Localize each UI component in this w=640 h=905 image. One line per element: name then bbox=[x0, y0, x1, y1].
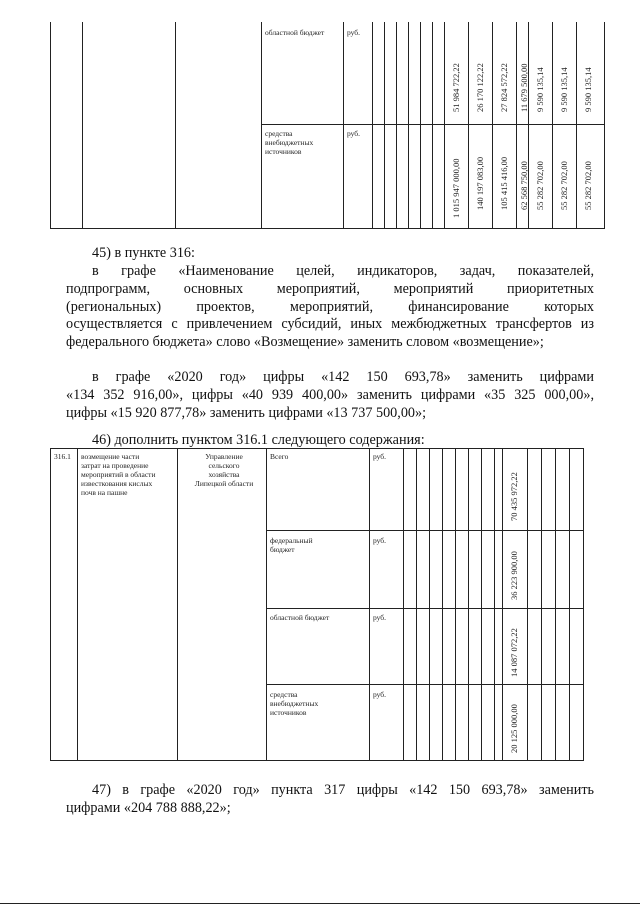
table-1-unit-cell: руб. bbox=[347, 28, 360, 37]
table-1-value: 11 679 500,00 bbox=[519, 63, 529, 112]
table-1-divider bbox=[396, 22, 397, 229]
table-1-value: 9 590 135,14 bbox=[535, 67, 545, 112]
table-2-source-cell: средства внебюджетных источников bbox=[270, 690, 319, 717]
table-2-row-separator bbox=[266, 684, 584, 685]
table-2-divider bbox=[369, 448, 370, 761]
table-2-item-number: 316.1 bbox=[54, 452, 71, 461]
table-2-divider bbox=[569, 448, 570, 761]
table-2-divider bbox=[541, 448, 542, 761]
table-2-value: 14 087 072,22 bbox=[509, 628, 519, 677]
table-1-divider bbox=[384, 22, 385, 229]
amendment-45-line: в графе «Наименование целей, индикаторов, задач, показателей, bbox=[92, 263, 594, 279]
table-2-bottom-border bbox=[50, 760, 584, 761]
table-2-item-name: возмещение части затрат на проведение мероприятий в области известкования кислых почв на пашне bbox=[81, 452, 156, 497]
table-1-divider bbox=[444, 22, 445, 229]
footer-rule bbox=[0, 903, 640, 904]
amendment-45-line: осуществляется с привлечением субсидий, иных межбюджетных трансфертов из bbox=[66, 316, 594, 332]
amendment-45-heading: 45) в пункте 316: bbox=[92, 245, 195, 261]
table-1-value: 140 197 083,00 bbox=[475, 156, 485, 210]
table-2-divider bbox=[77, 448, 78, 761]
table-1-divider bbox=[516, 22, 517, 229]
table-1-right-border bbox=[604, 22, 605, 229]
table-1-value: 26 170 122,22 bbox=[475, 63, 485, 112]
table-2-divider bbox=[502, 448, 503, 761]
table-2-unit-cell: руб. bbox=[373, 613, 386, 622]
table-1-value: 62 568 750,00 bbox=[519, 161, 529, 210]
table-1-divider bbox=[432, 22, 433, 229]
table-1-value: 1 015 947 000,00 bbox=[451, 158, 461, 218]
table-2-divider bbox=[555, 448, 556, 761]
table-2-source-cell: областной бюджет bbox=[270, 613, 330, 622]
table-1-divider bbox=[408, 22, 409, 229]
table-1-divider bbox=[552, 22, 553, 229]
table-1-divider bbox=[261, 22, 262, 229]
amendment-45-line: цифры «15 920 877,78» заменить цифрами «13 737 500,00»; bbox=[66, 405, 427, 421]
amendment-45-line: в графе «2020 год» цифры «142 150 693,78» заменить цифрами bbox=[92, 369, 594, 385]
table-2-unit-cell: руб. bbox=[373, 452, 386, 461]
table-2-value: 70 435 972,22 bbox=[509, 472, 519, 521]
table-1-divider bbox=[576, 22, 577, 229]
amendment-45-line: федерального бюджета» слово «Возмещение» заменить словом «возмещение»; bbox=[66, 334, 544, 350]
table-1-left-border bbox=[50, 22, 51, 229]
table-2-source-cell: Всего bbox=[270, 452, 289, 461]
table-2-left-border bbox=[50, 448, 51, 761]
table-2-unit-cell: руб. bbox=[373, 536, 386, 545]
table-2-divider bbox=[527, 448, 528, 761]
table-2-divider bbox=[416, 448, 417, 761]
table-2-divider bbox=[442, 448, 443, 761]
table-1-value: 105 415 416,00 bbox=[499, 156, 509, 210]
table-1-divider bbox=[492, 22, 493, 229]
table-1-divider bbox=[420, 22, 421, 229]
table-1-row-separator bbox=[261, 124, 605, 125]
table-1-value: 55 282 702,00 bbox=[559, 161, 569, 210]
table-2-divider bbox=[403, 448, 404, 761]
table-1-bottom-border bbox=[50, 228, 605, 229]
table-2-divider bbox=[429, 448, 430, 761]
table-1-value: 55 282 702,00 bbox=[535, 161, 545, 210]
table-2-divider bbox=[468, 448, 469, 761]
table-1-divider bbox=[175, 22, 176, 229]
amendment-45-line: подпрограмм, основных мероприятий, мероприятий приоритетных bbox=[66, 281, 594, 297]
table-2-value: 20 125 000,00 bbox=[509, 704, 519, 753]
table-1-divider bbox=[343, 22, 344, 229]
table-2-divider bbox=[481, 448, 482, 761]
table-1-value: 9 590 135,14 bbox=[583, 67, 593, 112]
table-1-divider bbox=[372, 22, 373, 229]
table-2-executor: Управление сельского хозяйства Липецкой области bbox=[194, 452, 254, 488]
table-2-top-border bbox=[50, 448, 584, 449]
amendment-45-line: (региональных) проектов, мероприятий, финансирование которых bbox=[66, 299, 594, 315]
table-1-source-cell: областной бюджет bbox=[265, 28, 325, 37]
table-1-divider bbox=[468, 22, 469, 229]
table-2-value: 36 223 900,00 bbox=[509, 551, 519, 600]
table-1-unit-cell: руб. bbox=[347, 129, 360, 138]
table-1-value: 51 984 722,22 bbox=[451, 63, 461, 112]
amendment-46-heading: 46) дополнить пунктом 316.1 следующего содержания: bbox=[92, 432, 425, 448]
table-2-row-separator bbox=[266, 530, 584, 531]
amendment-47-line: цифрами «204 788 888,22»; bbox=[66, 800, 231, 816]
table-1-divider bbox=[82, 22, 83, 229]
table-2-divider bbox=[494, 448, 495, 761]
table-1-value: 9 590 135,14 bbox=[559, 67, 569, 112]
amendment-45-line: «134 352 916,00», цифры «40 939 400,00» заменить цифрами «35 325 000,00», bbox=[66, 387, 594, 403]
table-2-unit-cell: руб. bbox=[373, 690, 386, 699]
table-2-right-border bbox=[583, 448, 584, 761]
table-2-source-cell: федеральный бюджет bbox=[270, 536, 313, 554]
table-1-value: 27 824 572,22 bbox=[499, 63, 509, 112]
amendment-47-line: 47) в графе «2020 год» пункта 317 цифры «142 150 693,78» заменить bbox=[92, 782, 594, 798]
table-2-divider bbox=[177, 448, 178, 761]
table-2-divider bbox=[455, 448, 456, 761]
table-1-source-cell: средства внебюджетных источников bbox=[265, 129, 314, 156]
table-1-value: 55 282 702,00 bbox=[583, 161, 593, 210]
table-2-divider bbox=[266, 448, 267, 761]
table-2-row-separator bbox=[266, 608, 584, 609]
